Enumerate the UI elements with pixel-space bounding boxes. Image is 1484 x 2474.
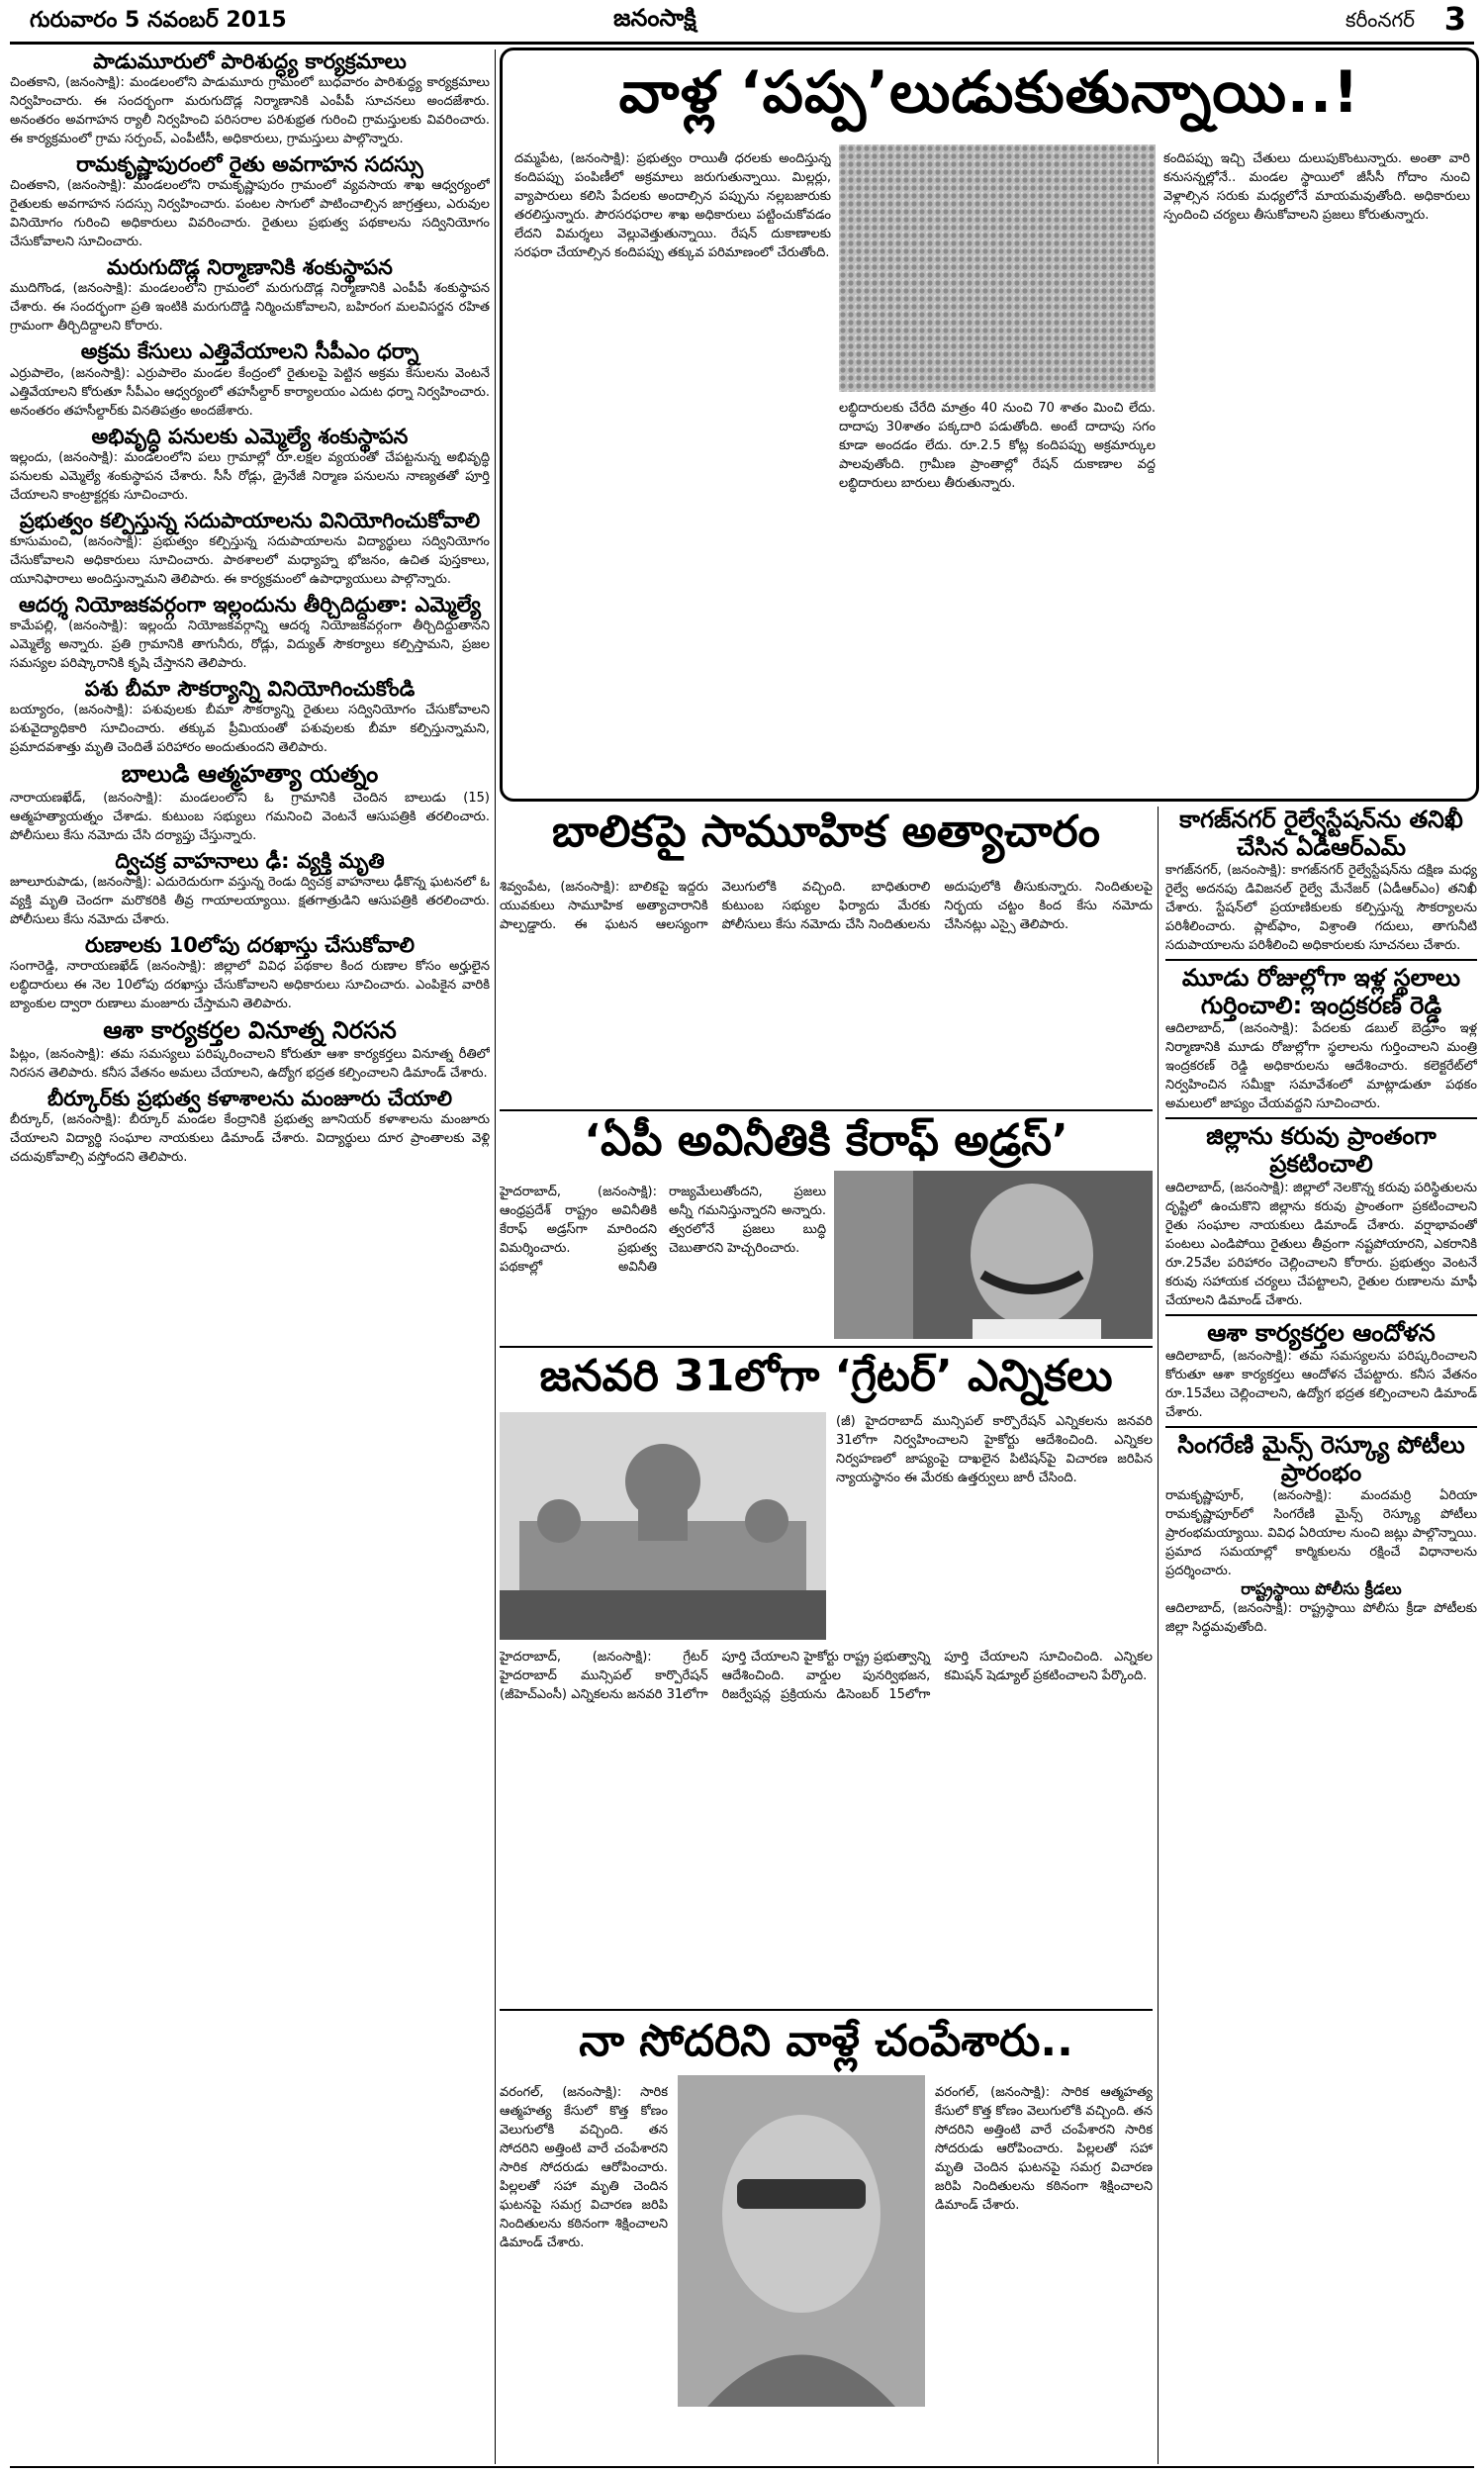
masthead-text: జనంసాక్షి	[613, 4, 696, 32]
left-story	[10, 1017, 490, 1083]
headline-gangrape: బాలికపై సామూహిక అత్యాచారం	[552, 807, 1100, 857]
story-body: సంగారెడ్డి, నారాయణఖేడ్ (జనంసాక్షి): జిల్లాలో వివిధ పథకాల కింద రుణాల కోసం అర్హులైన లబ్ధిదారులు ఈ నెల 10లోపు దరఖాస్తు చేసుకోవాలని అధికారులు సూచించారు. ఎంపికైన వారికి బ్యాంకుల ద్వారా రుణాలు మంజూరు చేస్తామని తెలిపారు.	[10, 959, 490, 1011]
story-body: ఆదిలాబాద్, (జనంసాక్షి): జిల్లాలో నెలకొన్న కరువు పరిస్థితులను దృష్టిలో ఉంచుకొని జిల్లాను కరువు ప్రాంతంగా ప్రకటించాలని రైతు సంఘాల నాయకులు డిమాండ్ చేశారు. వర్షాభావంతో పంటలు ఎండిపోయి రైతులు తీవ్రంగా నష్టపోయారని, ఎకరానికి రూ.25వేల పరిహారం చెల్లించాలని కోరారు. ప్రభుత్వం వెంటనే కరువు సహాయక చర్యలు చేపట్టాలని, రైతుల రుణాలను మాఫీ చేయాలని డిమాండ్ చేశారు.	[1165, 1180, 1477, 1308]
headline-ghmc-elections: జనవరి 31లోగా ‘గ్రేటర్’ ఎన్నికలు	[539, 1351, 1113, 1401]
story-ghmc-body-2: హైదరాబాద్, (జనంసాక్షి): గ్రేటర్ హైదరాబాద్ మున్సిపల్ కార్పొరేషన్ (జీహెచ్ఎంసీ) ఎన్నికలను జనవరి 31లోగా పూర్తి చేయాలని హైకోర్టు రాష్ట్ర ప్రభుత్వాన్ని ఆదేశించింది. వార్డుల పునర్విభజన, రిజర్వేషన్ల ప్రక్రియను డిసెంబర్ 15లోగా పూర్తి చేయాలని సూచించింది. ఎన్నికల కమిషన్ షెడ్యూల్ ప్రకటించాలని పేర్కొంది.	[500, 1650, 1153, 1702]
left-story	[10, 849, 490, 929]
rule	[500, 1346, 1153, 1348]
center-column	[500, 807, 1153, 2469]
story-headline: అక్రమ కేసులు ఎత్తివేయాలని సీపీఎం ధర్నా	[80, 339, 419, 364]
left-story	[10, 1087, 490, 1167]
lead-body-1: దమ్మపేట, (జనంసాక్షి): ప్రభుత్వం రాయితీ ధరలకు అందిస్తున్న కందిపప్పు పంపిణీలో అక్రమాలు జరుగుతున్నాయి. మిల్లర్లు, వ్యాపారులు కలిసి పేదలకు అందాల్సిన పప్పును నల్లబజారుకు తరలిస్తున్నారు. పౌరసరఫరాల శాఖ అధికారులు పట్టించుకోవడం లేదని విమర్శలు వెల్లువెత్తుతున్నాయి. రేషన్ దుకాణాలకు సరఫరా చేయాల్సిన కందిపప్పు తక్కువ పరిమాణంలో చేరుతోంది.	[514, 151, 831, 260]
footer-rule	[10, 2466, 1474, 2468]
story-headline: సింగరేణి మైన్స్ రెస్క్యూ పోటీలు ప్రారంభం	[1177, 1431, 1465, 1486]
story-headline: బాలుడి ఆత్మహత్యా యత్నం	[121, 760, 379, 789]
story-body: కాగజ్‌నగర్, (జనంసాక్షి): కాగజ్‌నగర్ రైల్వేస్టేషన్‌ను దక్షిణ మధ్య రైల్వే అదనపు డివిజనల్ రైల్వే మేనేజర్ (ఏడీఆర్ఎం) తనిఖీ చేశారు. స్టేషన్‌లో ప్రయాణికులకు కల్పిస్తున్న సౌకర్యాలను పరిశీలించారు. ప్లాట్‌ఫాం, విశ్రాంతి గదులు, తాగునీటి సదుపాయాలను పరిశీలించి అధికారులకు సూచనలు చేశారు.	[1165, 863, 1477, 954]
story-body: ఆదిలాబాద్, (జనంసాక్షి): పేదలకు డబుల్ బెడ్రూం ఇళ్ల నిర్మాణానికి మూడు రోజుల్లోగా స్థలాలను గుర్తించాలని మంత్రి ఇంద్రకరణ్ రెడ్డి అధికారులను ఆదేశించారు. కలెక్టరేట్‌లో నిర్వహించిన సమీక్షా సమావేశంలో మాట్లాడుతూ పథకం అమలులో జాప్యం చేయవద్దని సూచించారు.	[1165, 1021, 1477, 1112]
left-story	[10, 339, 490, 420]
rule	[500, 1109, 1153, 1111]
story-body: బయ్యారం, (జనంసాక్షి): పశువులకు బీమా సౌకర్యాన్ని రైతులు సద్వినియోగం చేసుకోవాలని పశువైద్యాధికారి సూచించారు. తక్కువ ప్రీమియంతో పశువులకు బీమా కల్పిస్తున్నామని, ప్రమాదవశాత్తు మృతి చెందితే పరిహారం అందుతుందని తెలిపారు.	[10, 703, 490, 756]
left-story	[10, 677, 490, 757]
column-divider	[495, 49, 496, 2464]
right-column	[1165, 807, 1477, 2469]
edition-place: కరీంనగర్	[1345, 8, 1415, 32]
column-divider	[1158, 807, 1159, 2464]
story-headline: మరుగుదొడ్ల నిర్మాణానికి శంకుస్థాపన	[107, 255, 393, 280]
dal-photo	[839, 144, 1156, 392]
right-story	[1165, 1314, 1477, 1423]
story-body: రామకృష్ణాపూర్, (జనంసాక్షి): మందమర్రి ఏరియా రామకృష్ణాపూర్‌లో సింగరేణి మైన్స్ రెస్క్యూ పోటీలు ప్రారంభమయ్యాయి. వివిధ ఏరియాల నుంచి జట్లు పాల్గొన్నాయి. ప్రమాద సమయాల్లో కార్మికులను రక్షించే విధానాలను ప్రదర్శించారు.	[1165, 1488, 1477, 1579]
story-headline: ఆశా కార్యకర్తల ఆందోళన	[1207, 1318, 1436, 1347]
story-ghmc-body-1: (జీ) హైదరాబాద్ మున్సిపల్ కార్పొరేషన్ ఎన్నికలను జనవరి 31లోగా నిర్వహించాలని హైకోర్టు ఆదేశించింది. ఎన్నికల నిర్వహణలో జాప్యంపై దాఖలైన పిటిషన్‌పై విచారణ జరిపిన న్యాయస్థానం ఈ మేరకు ఉత్తర్వులు జారీ చేసింది.	[836, 1414, 1153, 1485]
left-story	[10, 933, 490, 1013]
story-headline: ద్విచక్ర వాహనాలు ఢీ: వ్యక్తి మృతి	[115, 848, 385, 873]
sub-headline: రాష్ట్రస్థాయి పోలీసు క్రీడలు	[1241, 1579, 1402, 1599]
left-story	[10, 49, 490, 148]
header-rule	[10, 42, 1474, 45]
lead-story-box	[500, 48, 1479, 802]
story-body: ముదిగొండ, (జనంసాక్షి): మండలంలోని గ్రామంలో మరుగుదొడ్ల నిర్మాణానికి ఎంపీపీ శంకుస్థాపన చేశారు. ఈ సందర్భంగా ప్రతి ఇంటికి మరుగుదొడ్డి నిర్మించుకోవాలని, బహిరంగ మలవిసర్జన రహిత గ్రామంగా తీర్చిదిద్దాలని కోరారు.	[10, 281, 490, 334]
story-headline: అభివృద్ధి పనులకు ఎమ్మెల్యే శంకుస్థాపన	[91, 424, 409, 448]
story-gangrape-body: శివ్వంపేట, (జనంసాక్షి): బాలికపై ఇద్దరు యువకులు సామూహిక అత్యాచారానికి పాల్పడ్డారు. ఈ ఘటన ఆలస్యంగా వెలుగులోకి వచ్చింది. బాధితురాలి కుటుంబ సభ్యుల ఫిర్యాదు మేరకు పోలీసులు కేసు నమోదు చేసి నిందితులను అదుపులోకి తీసుకున్నారు. నిందితులపై నిర్భయ చట్టం కింద కేసు నమోదు చేసినట్లు ఎస్సై తెలిపారు.	[500, 880, 1153, 932]
rule	[500, 2009, 1153, 2011]
masthead-logo	[613, 4, 696, 38]
left-story	[10, 152, 490, 251]
dal-photo-texture	[839, 144, 1156, 392]
rule	[1165, 1117, 1477, 1119]
lead-body-3: కందిపప్పు ఇచ్చి చేతులు దులుపుకొంటున్నారు. అంతా వారి కనుసన్నల్లోనే.. మండల స్థాయిలో జీసీసీ గోదాం నుంచి వెళ్లాల్సిన సరుకు మధ్యలోనే మాయమవుతోంది. అధికారులు స్పందించి చర్యలు తీసుకోవాలని ప్రజలు కోరుతున్నారు.	[1163, 151, 1470, 223]
headline-ap-corruption: ‘ఏపీ అవినీతికి కేరాఫ్ అడ్రస్’	[584, 1115, 1068, 1166]
left-story	[10, 425, 490, 505]
story-headline: పశు బీమా సౌకర్యాన్ని వినియోగించుకోండి	[84, 676, 416, 701]
story-sarika-body: వరంగల్, (జనంసాక్షి): సారిక ఆత్మహత్య కేసులో కొత్త కోణం వెలుగులోకి వచ్చింది. తన సోదరిని అత్తింటి వారే చంపేశారని సారిక సోదరుడు ఆరోపించారు. పిల్లలతో సహా మృతి చెందిన ఘటనపై సమగ్ర విచారణ జరిపి నిందితులను కఠినంగా శిక్షించాలని డిమాండ్ చేశారు.	[500, 2085, 668, 2250]
story-headline: ఆశా కార్యకర్తల వినూత్న నిరసన	[103, 1016, 397, 1044]
politician-photo-art	[834, 1171, 1153, 1339]
story-headline: ప్రభుత్వం కల్పిస్తున్న సదుపాయాలను వినియోగించుకోవాలి	[19, 508, 481, 532]
story-ap-body: హైదరాబాద్, (జనంసాక్షి): ఆంధ్రప్రదేశ్ రాష్ట్రం అవినీతికి కేరాఫ్ అడ్రస్‌గా మారిందని విమర్శించారు. ప్రభుత్వ పథకాల్లో అవినీతి రాజ్యమేలుతోందని, ప్రజలు అన్నీ గమనిస్తున్నారని అన్నారు. త్వరలోనే ప్రజలు బుద్ధి చెబుతారని హెచ్చరించారు.	[500, 1185, 826, 1275]
story-body: నారాయణఖేడ్, (జనంసాక్షి): మండలంలోని ఓ గ్రామానికి చెందిన బాలుడు (15) ఆత్మహత్యాయత్నం చేశాడు. కుటుంబ సభ్యులు గమనించి వెంటనే ఆసుపత్రికి తరలించారు. పోలీసులు కేసు నమోదు చేసి దర్యాప్తు చేస్తున్నారు.	[10, 790, 490, 843]
left-story	[10, 593, 490, 673]
high-court-photo	[500, 1412, 826, 1640]
story-headline: జిల్లాను కరువు ప్రాంతంగా ప్రకటించాలి	[1206, 1122, 1437, 1178]
page-header	[0, 0, 1484, 40]
story-body: బీర్కూర్, (జనంసాక్షి): బీర్కూర్ మండల కేంద్రానికి ప్రభుత్వ జూనియర్ కళాశాలను మంజూరు చేయాలని విద్యార్థి సంఘాల నాయకులు డిమాండ్ చేశారు. విద్యార్థులు దూర ప్రాంతాలకు వెళ్లి చదువుకోవాల్సి వస్తోందని తెలిపారు.	[10, 1111, 490, 1165]
story-body: ఆదిలాబాద్, (జనంసాక్షి): రాష్ట్రస్థాయి పోలీసు క్రీడా పోటీలకు జిల్లా సిద్ధమవుతోంది.	[1165, 1600, 1477, 1635]
high-court-photo-art	[500, 1412, 826, 1640]
headline-sarika: నా సోదరిని వాళ్లే చంపేశారు..	[579, 2016, 1073, 2066]
left-column	[10, 49, 490, 2464]
left-story	[10, 509, 490, 589]
story-body: చింతకాని, (జనంసాక్షి): మండలంలోని రామకృష్ణాపురం గ్రామంలో వ్యవసాయ శాఖ ఆధ్వర్యంలో రైతులకు అవగాహన సదస్సు నిర్వహించారు. పంటల సాగులో పాటించాల్సిన జాగ్రత్తలు, ఎరువుల వినియోగం గురించి అధికారులు వివరించారు. రైతులు ప్రభుత్వ పథకాలను సద్వినియోగం చేసుకోవాలని సూచించారు.	[10, 178, 490, 250]
right-story	[1165, 1426, 1477, 1637]
portrait-photo	[678, 2075, 925, 2407]
story-body: జూలూరుపాడు, (జనంసాక్షి): ఎదురెదురుగా వస్తున్న రెండు ద్విచక్ర వాహనాలు ఢీకొన్న ఘటనలో ఓ వ్యక్తి మృతి చెందగా మరొకరికి తీవ్ర గాయాలయ్యాయి. క్షతగాత్రుడిని ఆసుపత్రికి తరలించారు. పోలీసులు కేసు నమోదు చేశారు.	[10, 874, 490, 927]
portrait-photo-art	[678, 2075, 925, 2407]
right-story	[1165, 959, 1477, 1113]
story-body: ఎర్రుపాలెం, (జనంసాక్షి): ఎర్రుపాలెం మండల కేంద్రంలో రైతులపై పెట్టిన అక్రమ కేసులను వెంటనే ఎత్తివేయాలని కోరుతూ సీపీఎం ఆధ్వర్యంలో తహసీల్దార్ కార్యాలయం ఎదుట ధర్నా నిర్వహించారు. అనంతరం తహసీల్దార్‌కు వినతిపత్రం అందజేశారు.	[10, 365, 490, 419]
story-headline: రామకృష్ణాపురంలో రైతు అవగాహన సదస్సు	[76, 152, 423, 177]
story-body: పిట్లం, (జనంసాక్షి): తమ సమస్యలు పరిష్కరించాలని కోరుతూ ఆశా కార్యకర్తలు వినూత్న రీతిలో నిరసన తెలిపారు. కనీస వేతనం అమలు చేయాలని, ఉద్యోగ భద్రత కల్పించాలని డిమాండ్ చేశారు.	[10, 1046, 490, 1081]
right-story	[1165, 1117, 1477, 1309]
page-number: 3	[1443, 0, 1466, 38]
story-headline: ఆదర్శ నియోజకవర్గంగా ఇల్లందును తీర్చిదిద్దుతా: ఎమ్మెల్యే	[18, 592, 481, 617]
story-body: ఆదిలాబాద్, (జనంసాక్షి): తమ సమస్యలను పరిష్కరించాలని కోరుతూ ఆశా కార్యకర్తలు ఆందోళన చేపట్టారు. కనీస వేతనం రూ.15వేలు చెల్లించాలని, ఉద్యోగ భద్రత కల్పించాలని డిమాండ్ చేశారు.	[1165, 1349, 1477, 1421]
story-headline: రుణాలకు 10లోపు దరఖాస్తు చేసుకోవాలి	[84, 932, 416, 957]
story-headline: పాడుమూరులో పారిశుద్ధ్య కార్యక్రమాలు	[93, 49, 407, 73]
story-body: కామేపల్లి, (జనంసాక్షి): ఇల్లందు నియోజకవర్గాన్ని ఆదర్శ నియోజకవర్గంగా తీర్చిదిద్దుతానని ఎమ్మెల్యే అన్నారు. ప్రతి గ్రామానికి తాగునీరు, రోడ్లు, విద్యుత్ సౌకర్యాలు కల్పిస్తామని, ప్రజల సమస్యల పరిష్కారానికి కృషి చేస్తానని తెలిపారు.	[10, 618, 490, 671]
story-body: కూసుమంచి, (జనంసాక్షి): ప్రభుత్వం కల్పిస్తున్న సదుపాయాలను విద్యార్థులు సద్వినియోగం చేసుకోవాలని అధికారులు సూచించారు. పాఠశాలలో మధ్యాహ్న భోజనం, ఉచిత పుస్తకాలు, యూనిఫారాలు అందిస్తున్నామని తెలిపారు. ఈ కార్యక్రమంలో ఉపాధ్యాయులు పాల్గొన్నారు.	[10, 533, 490, 587]
story-body: చింతకాని, (జనంసాక్షి): మండలంలోని పాడుమూరు గ్రామంలో బుధవారం పారిశుద్ధ్య కార్యక్రమాలు నిర్వహించారు. ఈ సందర్భంగా మరుగుదొడ్ల నిర్మాణానికి ఎంపీపీ సూచనలు అందజేశారు. అనంతరం అవగాహన ర్యాలీ నిర్వహించి పరిసరాల పరిశుభ్రత గురించి గ్రామస్తులకు వివరించారు. ఈ కార్యక్రమంలో గ్రామ సర్పంచ్, ఎంపీటీసీ, అధికారులు, గ్రామస్తులు పాల్గొన్నారు.	[10, 75, 490, 147]
rule	[1165, 959, 1477, 961]
story-body: ఇల్లందు, (జనంసాక్షి): మండలంలోని పలు గ్రామాల్లో రూ.లక్షల వ్యయంతో చేపట్టనున్న అభివృద్ధి పనులకు ఎమ్మెల్యే శంకుస్థాపన చేశారు. సీసీ రోడ్లు, డ్రైనేజీ నిర్మాణ పనులను నాణ్యతతో పూర్తి చేయాలని కాంట్రాక్టర్లకు సూచించారు.	[10, 449, 490, 503]
story-headline: మూడు రోజుల్లోగా ఇళ్ల స్థలాలు గుర్తించాలి: ఇంద్రకరణ్ రెడ్డి	[1181, 964, 1461, 1019]
lead-headline: వాళ్ల ‘పప్ప’లుడుకుతున్నాయి..!	[618, 58, 1360, 126]
left-story	[10, 255, 490, 335]
issue-date: గురువారం 5 నవంబర్ 2015	[30, 8, 287, 33]
rule	[1165, 1426, 1477, 1428]
story-sarika-body-cont: వరంగల్, (జనంసాక్షి): సారిక ఆత్మహత్య కేసులో కొత్త కోణం వెలుగులోకి వచ్చింది. తన సోదరిని అత్తింటి వారే చంపేశారని సారిక సోదరుడు ఆరోపించారు. పిల్లలతో సహా మృతి చెందిన ఘటనపై సమగ్ర విచారణ జరిపి నిందితులను కఠినంగా శిక్షించాలని డిమాండ్ చేశారు.	[935, 2085, 1153, 2213]
story-headline: కాగజ్‌నగర్ రైల్వేస్టేషన్‌ను తనిఖీ చేసిన ఏడీఆర్ఎమ్	[1179, 807, 1463, 861]
rule	[1165, 1314, 1477, 1316]
politician-photo	[834, 1171, 1153, 1339]
right-story	[1165, 807, 1477, 955]
left-story	[10, 761, 490, 845]
lead-body-2: లబ్ధిదారులకు చేరేది మాత్రం 40 నుంచి 70 శాతం మించి లేదు. దాదాపు 30శాతం పక్కదారి పడుతోంది. అంటే దాదాపు సగం కూడా అందడం లేదు. రూ.2.5 కోట్ల కందిపప్పు అక్రమార్కుల పాలవుతోంది. గ్రామీణ ప్రాంతాల్లో రేషన్ దుకాణాల వద్ద లబ్ధిదారులు బారులు తీరుతున్నారు.	[839, 401, 1156, 491]
story-headline: బీర్కూర్‌కు ప్రభుత్వ కళాశాలను మంజూరు చేయాలి	[46, 1086, 452, 1110]
